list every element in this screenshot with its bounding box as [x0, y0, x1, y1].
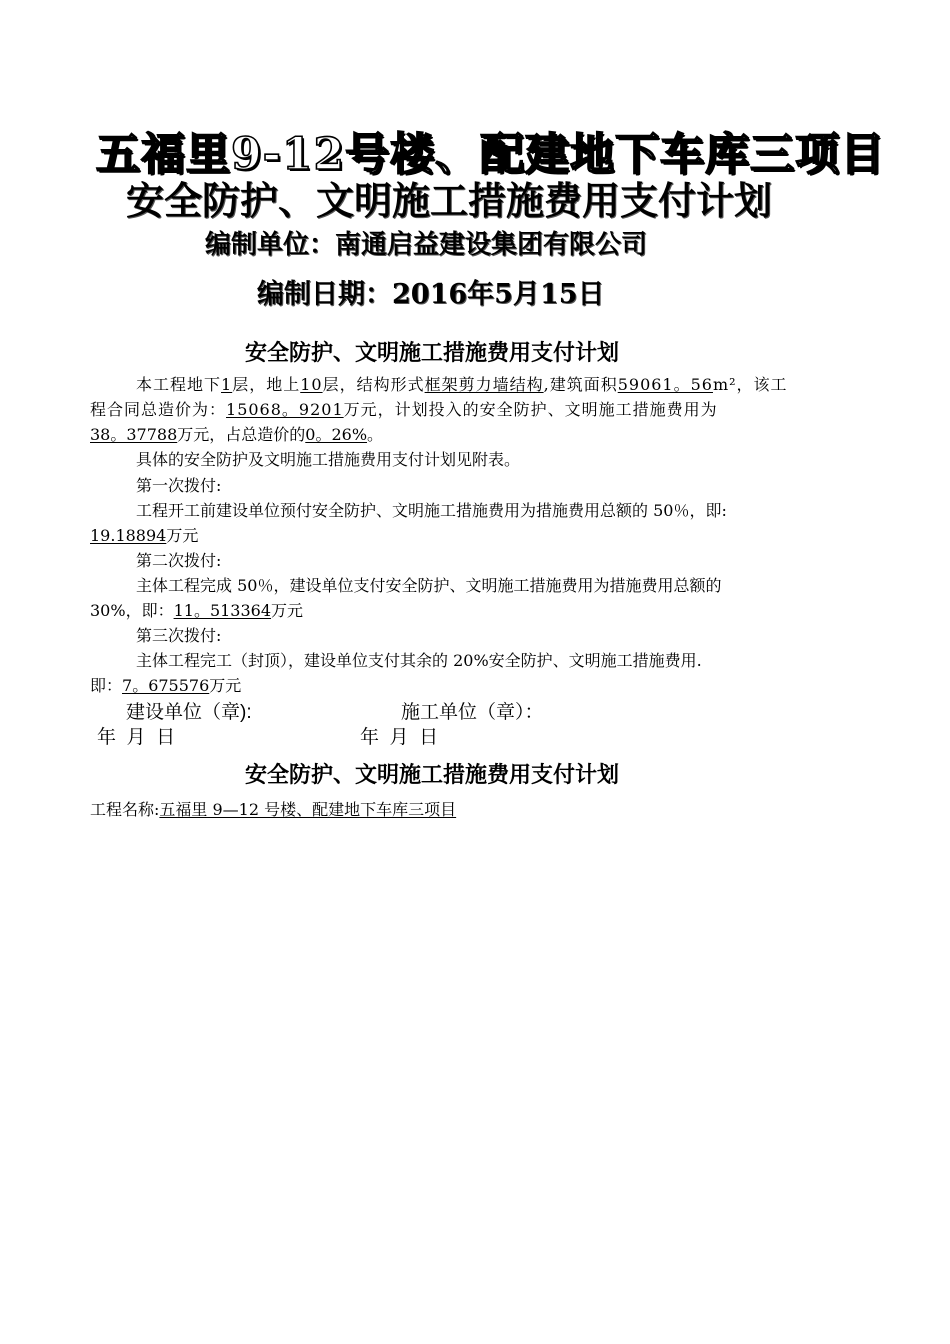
unit: 万元 — [271, 601, 304, 620]
building-area: 59061。56 — [617, 375, 713, 394]
second-payment-label: 第二次拨付: — [136, 551, 222, 570]
paragraph1-line1 — [136, 373, 788, 397]
project-name: 五福里 9—12 号楼、配建地下车库三项目 — [159, 800, 457, 819]
above-floors: 10 — [300, 375, 323, 394]
p1-text: m²，该工 — [712, 375, 788, 394]
structure-type: 框架剪力墙结构 — [424, 375, 544, 394]
unit: 万元 — [209, 676, 242, 695]
unit: 万元 — [166, 526, 199, 545]
cost-ratio: 0。26% — [305, 425, 368, 444]
owner-seal-label: 建设单位（章): — [126, 702, 252, 723]
contractor-seal-label: 施工单位（章）： — [401, 702, 544, 723]
section2-heading: 安全防护、文明施工措施费用支付计划 — [245, 763, 620, 788]
second-payment-amount: 11。513364 — [173, 601, 272, 620]
third-payment-text: 主体工程完工（封顶），建设单位支付其余的 20%安全防护、文明施工措施费用. — [136, 651, 702, 670]
first-payment-amount: 19.18894 — [90, 526, 167, 545]
p1-text: 万元，占总造价的 — [177, 425, 306, 444]
p1-text: 。 — [367, 425, 384, 444]
date-label: 编制日期： — [257, 279, 392, 310]
second-payment-prefix: 30%，即： — [90, 601, 174, 620]
cover-title-line1: 五福里9-12号楼、配建地下车库三项目 — [96, 129, 886, 180]
date-line — [257, 272, 605, 311]
safety-cost: 38。37788 — [90, 425, 178, 444]
second-payment-text: 主体工程完成 50％，建设单位支付安全防护、文明施工措施费用为措施费用总额的 — [136, 576, 722, 595]
third-payment-amount-line — [90, 674, 241, 698]
below-floors: 1 — [221, 375, 233, 394]
contractor-date: 年 月 日 — [360, 727, 439, 748]
third-payment-label: 第三次拨付: — [136, 626, 222, 645]
compiler-value: 南通启益建设集团有限公司 — [335, 230, 648, 260]
third-payment-amount: 7。675576 — [122, 676, 210, 695]
total-cost: 15068。9201 — [226, 400, 344, 419]
p1-text: 万元，计划投入的安全防护、文明施工措施费用为 — [343, 400, 718, 419]
project-name-line — [90, 798, 456, 822]
first-payment-label: 第一次拨付: — [136, 476, 222, 495]
paragraph1-line3 — [90, 423, 383, 447]
paragraph1-line2 — [90, 398, 718, 422]
p1-text: 程合同总造价为： — [90, 400, 227, 419]
section1-heading: 安全防护、文明施工措施费用支付计划 — [245, 341, 620, 366]
date-value: 2016年5月15日 — [392, 279, 605, 310]
p1-text: 层，地上 — [232, 375, 301, 394]
first-payment-text: 工程开工前建设单位预付安全防护、文明施工措施费用为措施费用总额的 50％，即: — [136, 501, 727, 520]
p1-text: 层，结构形式 — [322, 375, 425, 394]
owner-date: 年 月 日 — [97, 727, 176, 748]
compiler-line — [205, 224, 647, 261]
paragraph2: 具体的安全防护及文明施工措施费用支付计划见附表。 — [136, 450, 521, 469]
compiler-label: 编制单位： — [205, 230, 336, 260]
third-payment-prefix: 即： — [90, 676, 123, 695]
cover-title-line2: 安全防护、文明施工措施费用支付计划 — [126, 179, 773, 223]
second-payment-amount-line — [90, 599, 303, 623]
p1-text: ,建筑面积 — [543, 375, 618, 394]
first-payment-amount-line — [90, 524, 198, 548]
p1-text: 本工程地下 — [136, 375, 222, 394]
project-name-label: 工程名称: — [90, 800, 160, 819]
